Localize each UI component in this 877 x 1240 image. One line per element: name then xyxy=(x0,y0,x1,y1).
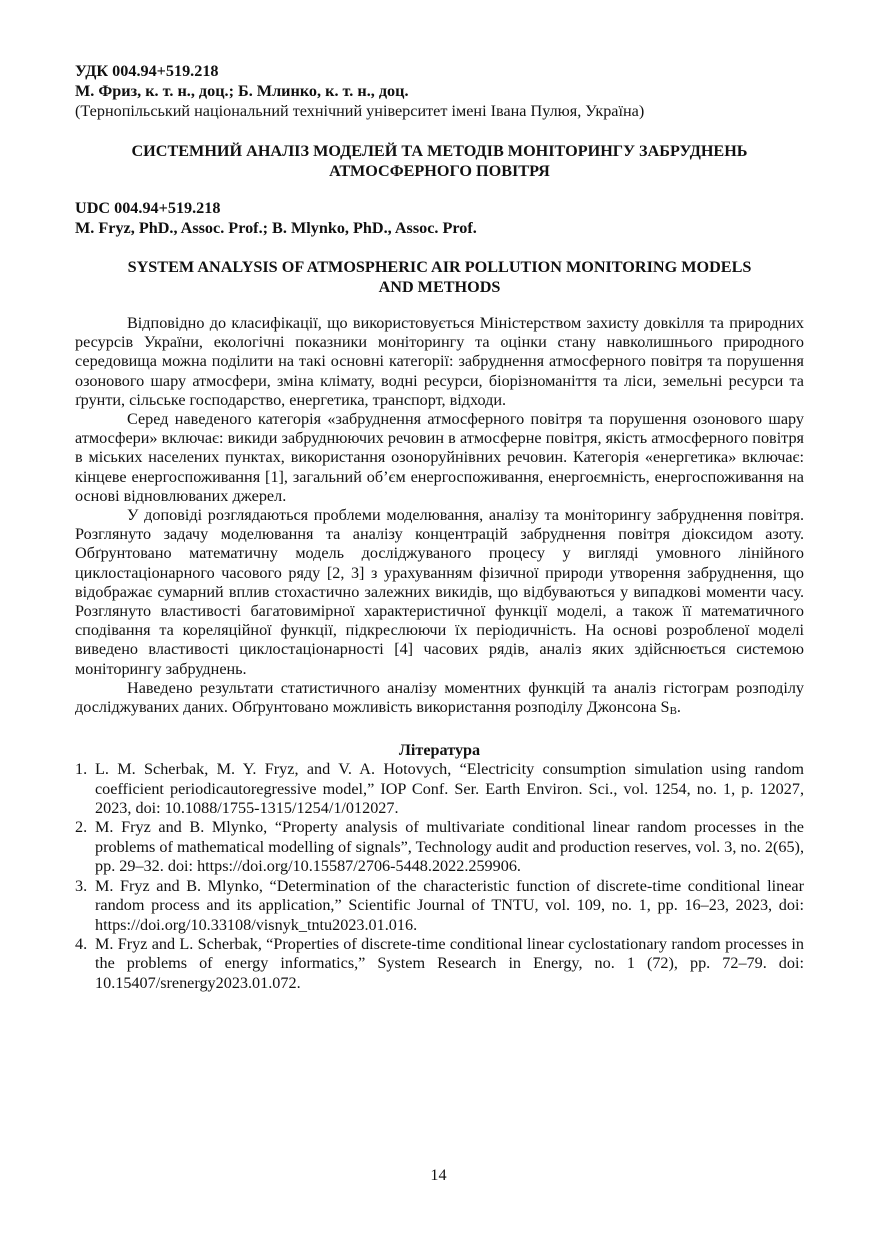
references-heading: Література xyxy=(398,741,481,760)
title-en-line2: AND METHODS xyxy=(378,277,501,296)
udc-ua: УДК 004.94+519.218 xyxy=(75,62,219,80)
body-paragraph: У доповіді розглядаються проблеми моделювання, аналізу та моніторингу забруднення повітря. Розглянуто задачу моделювання та аналізу концентрацій забруднення повітря діоксидом азоту. Обґрунтовано математичну модель досліджуваного процесу у вигляді умовного лінійного циклостаціонарного часового ряду [2, 3] з урахуванням фізичної природи утворення забруднення, що відображає сумарний вплив стохастично залежних викидів, що відбуваються у випадкові моменти часу. Розглянуто властивості багатовимірної характеристичної функції моделі, а також її математичного сподівання та кореляційної функції, підкреслюючи їх періодичність. На основі розробленої моделі виведено властивості циклостаціонарності [4] часових рядів, аналіз яких здійснюється системою моніторингу забруднень. xyxy=(75,506,804,678)
authors-ua: М. Фриз, к. т. н., доц.; Б. Млинко, к. т. н., доц. xyxy=(75,81,409,100)
affiliation-ua: (Тернопільський національний технічний університет імені Івана Пулюя, Україна) xyxy=(75,101,645,120)
page-number: 14 xyxy=(430,1166,447,1184)
udc-en: UDC 004.94+519.218 xyxy=(75,199,221,218)
reference-text: L. M. Scherbak, M. Y. Fryz, and V. A. Hotovych, “Electricity consumption simulation using random coefficient periodicautoregressive model,” IOP Conf. Ser. Earth Environ. Sci., vol. 1254, no. 1, p. 12027, 2023, doi: 10.1088/1755-1315/1254/1/012027. xyxy=(95,760,804,818)
last-paragraph-text: Наведено результати статистичного аналізу моментних функцій та аналіз гістограм розподілу досліджуваних даних. Обґрунтовано можливість використання розподілу Джонсона S xyxy=(75,678,804,717)
reference-number: 2. xyxy=(75,818,88,837)
title-en-line1: SYSTEM ANALYSIS OF ATMOSPHERIC AIR POLLUTION MONITORING MODELS xyxy=(127,257,752,276)
body-text xyxy=(75,314,804,721)
body-paragraph: Серед наведеного категорія «забруднення атмосферного повітря та порушення озонового шару атмосфери» включає: викиди забруднюючих речовин в атмосферне повітря, якість атмосферного повітря в міських населених пунктах, використання озоноруйнівних речовин. Категорія «енергетика» включає: кінцеве енергоспоживання [1], загальний об’єм енергоспоживання, енергоємність, енергоспоживання на основі відновлюваних джерел. xyxy=(75,410,804,505)
reference-number: 1. xyxy=(75,760,88,779)
reference-item xyxy=(75,818,804,876)
title-ua-line2: АТМОСФЕРНОГО ПОВІТРЯ xyxy=(329,162,550,181)
last-paragraph-end: . xyxy=(676,698,681,717)
reference-number: 3. xyxy=(75,876,88,895)
reference-text: M. Fryz and B. Mlynko, “Property analysis of multivariate conditional linear random processes in the problems of mathematical modelling of signals”, Technology audit and production reserves, vol. 3, no. 2(65), pp. 29–32. doi: https://doi.org/10.15587/2706-5448.2022.259906. xyxy=(95,818,804,876)
body-paragraph-last xyxy=(75,679,804,721)
reference-text: M. Fryz and L. Scherbak, “Properties of discrete-time conditional linear cyclostationary random processes in the problems of energy informatics,” System Research in Energy, no. 1 (72), pp. 72–79. doi: 10.15407/srenergy2023.01.072. xyxy=(95,934,804,992)
reference-item xyxy=(75,935,804,993)
references-list xyxy=(75,760,804,993)
title-ua-line1: СИСТЕМНИЙ АНАЛІЗ МОДЕЛЕЙ ТА МЕТОДІВ МОНІТОРИНГУ ЗАБРУДНЕНЬ xyxy=(131,142,748,161)
title-ua xyxy=(75,141,804,181)
title-en xyxy=(75,257,804,297)
reference-item xyxy=(75,760,804,818)
johnson-subscript: B xyxy=(669,705,677,718)
paper-page xyxy=(75,62,804,993)
body-paragraph: Відповідно до класифікації, що використовується Міністерством захисту довкілля та природних ресурсів України, екологічні показники моніторингу та оцінки стану навколишнього природного середовища можна поділити на такі основні категорії: забруднення атмосферного повітря та порушення озонового шару атмосфери, зміна клімату, водні ресурси, біорізноманіття та ліси, земельні ресурси та ґрунти, сільське господарство, енергетика, транспорт, відходи. xyxy=(75,313,804,409)
reference-number: 4. xyxy=(75,934,88,953)
reference-item xyxy=(75,877,804,935)
authors-en: M. Fryz, PhD., Assoc. Prof.; B. Mlynko, PhD., Assoc. Prof. xyxy=(75,219,477,238)
reference-text: M. Fryz and B. Mlynko, “Determination of the characteristic function of discrete-time conditional linear random process and its application,” Scientific Journal of TNTU, vol. 109, no. 1, pp. 16–23, 2023, doi: https://doi.org/10.33108/visnyk_tntu2023.01.016. xyxy=(95,876,804,934)
